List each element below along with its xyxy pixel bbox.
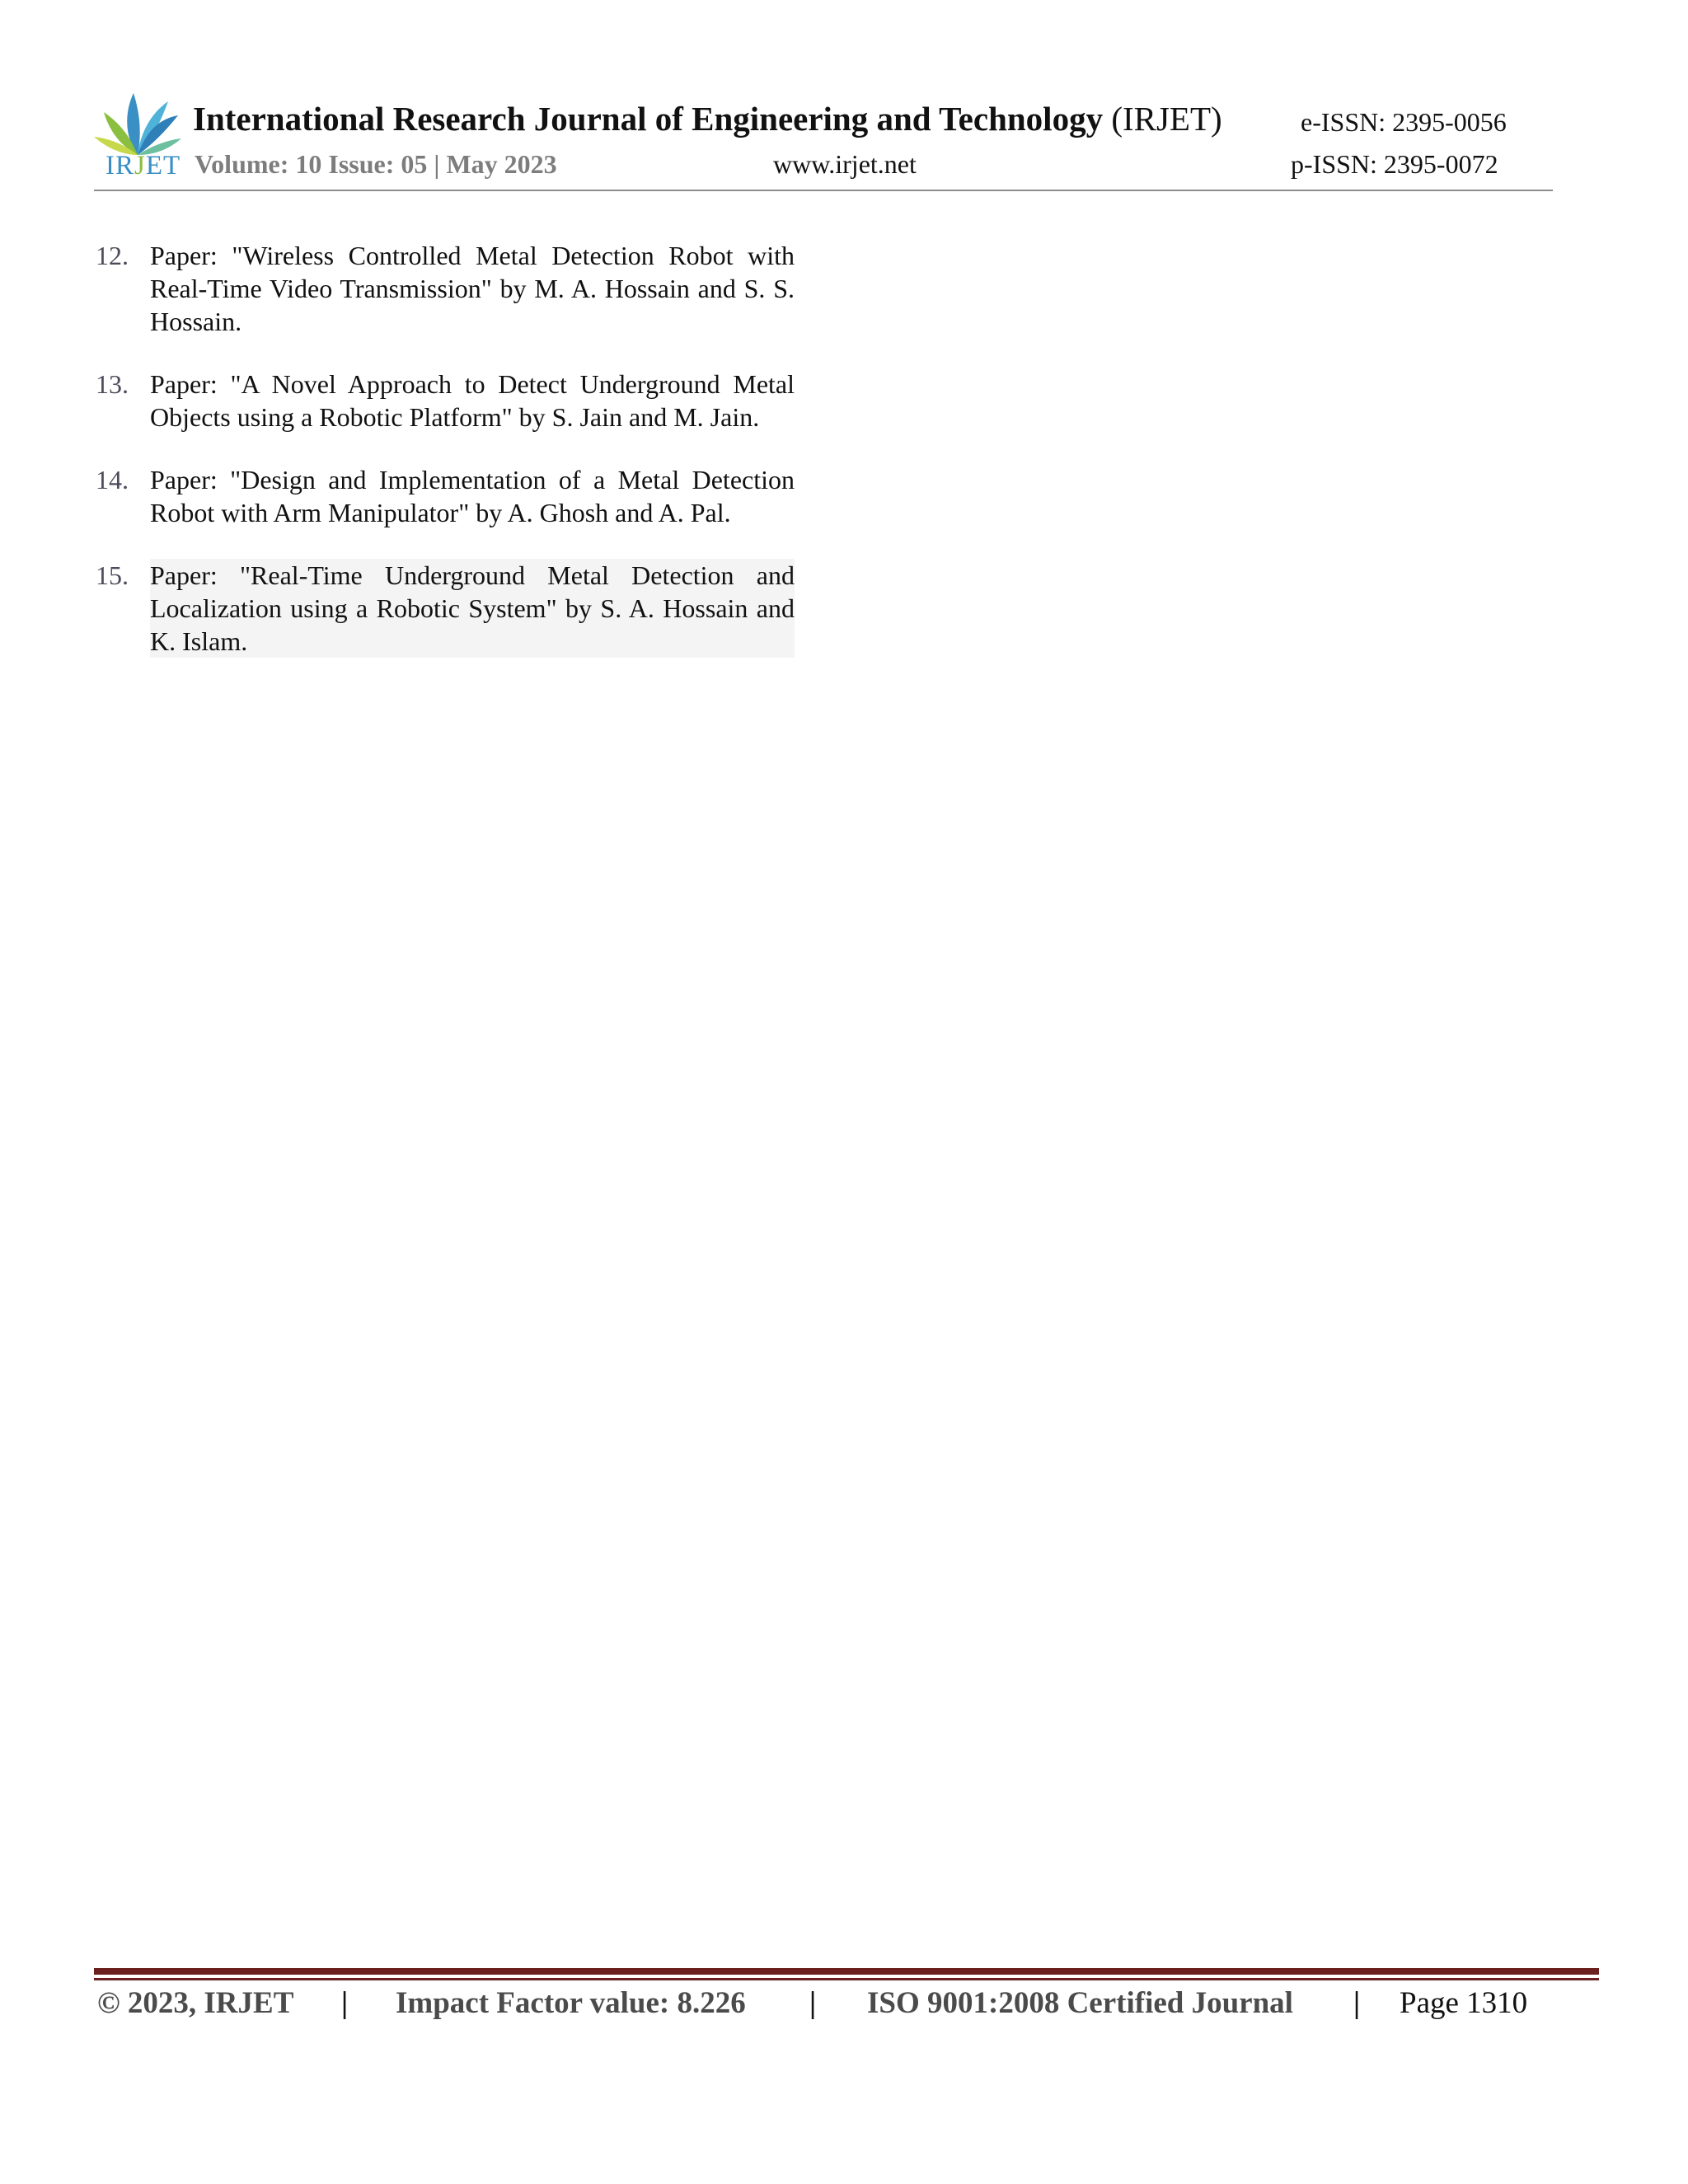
reference-number: 12. — [96, 241, 129, 270]
volume-issue-label: Volume: 10 Issue: 05 | May 2023 — [195, 149, 557, 179]
page-header — [0, 0, 1688, 198]
reference-text: Paper: "Design and Implementation of a Metal Detection Robot with Arm Manipulator" by A. Ghosh and A. Pal. — [150, 465, 795, 527]
reference-item — [96, 239, 795, 338]
footer-copyright: © 2023, IRJET — [97, 1986, 294, 2020]
footer-iso-certification: ISO 9001:2008 Certified Journal — [867, 1986, 1293, 2020]
footer-separator: | — [809, 1986, 817, 2020]
reference-number: 15. — [96, 560, 129, 590]
reference-text: Paper: "Wireless Controlled Metal Detection Robot with Real-Time Video Transmission" by M. A. Hossain and S. S. Hossain. — [150, 241, 795, 336]
website-link[interactable]: www.irjet.net — [773, 149, 917, 179]
pissn-label: p-ISSN: 2395-0072 — [1291, 149, 1498, 179]
header-divider — [94, 190, 1553, 191]
footer-page-number: Page 1310 — [1400, 1986, 1528, 2020]
eissn-label: e-ISSN: 2395-0056 — [1301, 107, 1507, 137]
reference-number: 14. — [96, 465, 129, 494]
footer-impact-factor: Impact Factor value: 8.226 — [396, 1986, 746, 2020]
footer-separator: | — [1353, 1986, 1361, 2020]
logo-wordmark: IRJET — [106, 151, 181, 180]
reference-list — [96, 239, 795, 687]
footer-separator: | — [341, 1986, 349, 2020]
reference-item — [96, 368, 795, 434]
reference-number: 13. — [96, 369, 129, 399]
journal-title: International Research Journal of Engineering and Technology (IRJET) — [193, 100, 1222, 138]
page-footer — [97, 1983, 1581, 2024]
reference-item — [96, 463, 795, 529]
reference-text: Paper: "A Novel Approach to Detect Underground Metal Objects using a Robotic Platform" by S. Jain and M. Jain. — [150, 369, 795, 432]
reference-item — [96, 559, 795, 658]
reference-text: Paper: "Real-Time Underground Metal Detection and Localization using a Robotic System" by S. A. Hossain and K. Islam. — [150, 560, 795, 656]
footer-divider-thin — [94, 1978, 1599, 1980]
footer-divider-thick — [94, 1968, 1599, 1975]
